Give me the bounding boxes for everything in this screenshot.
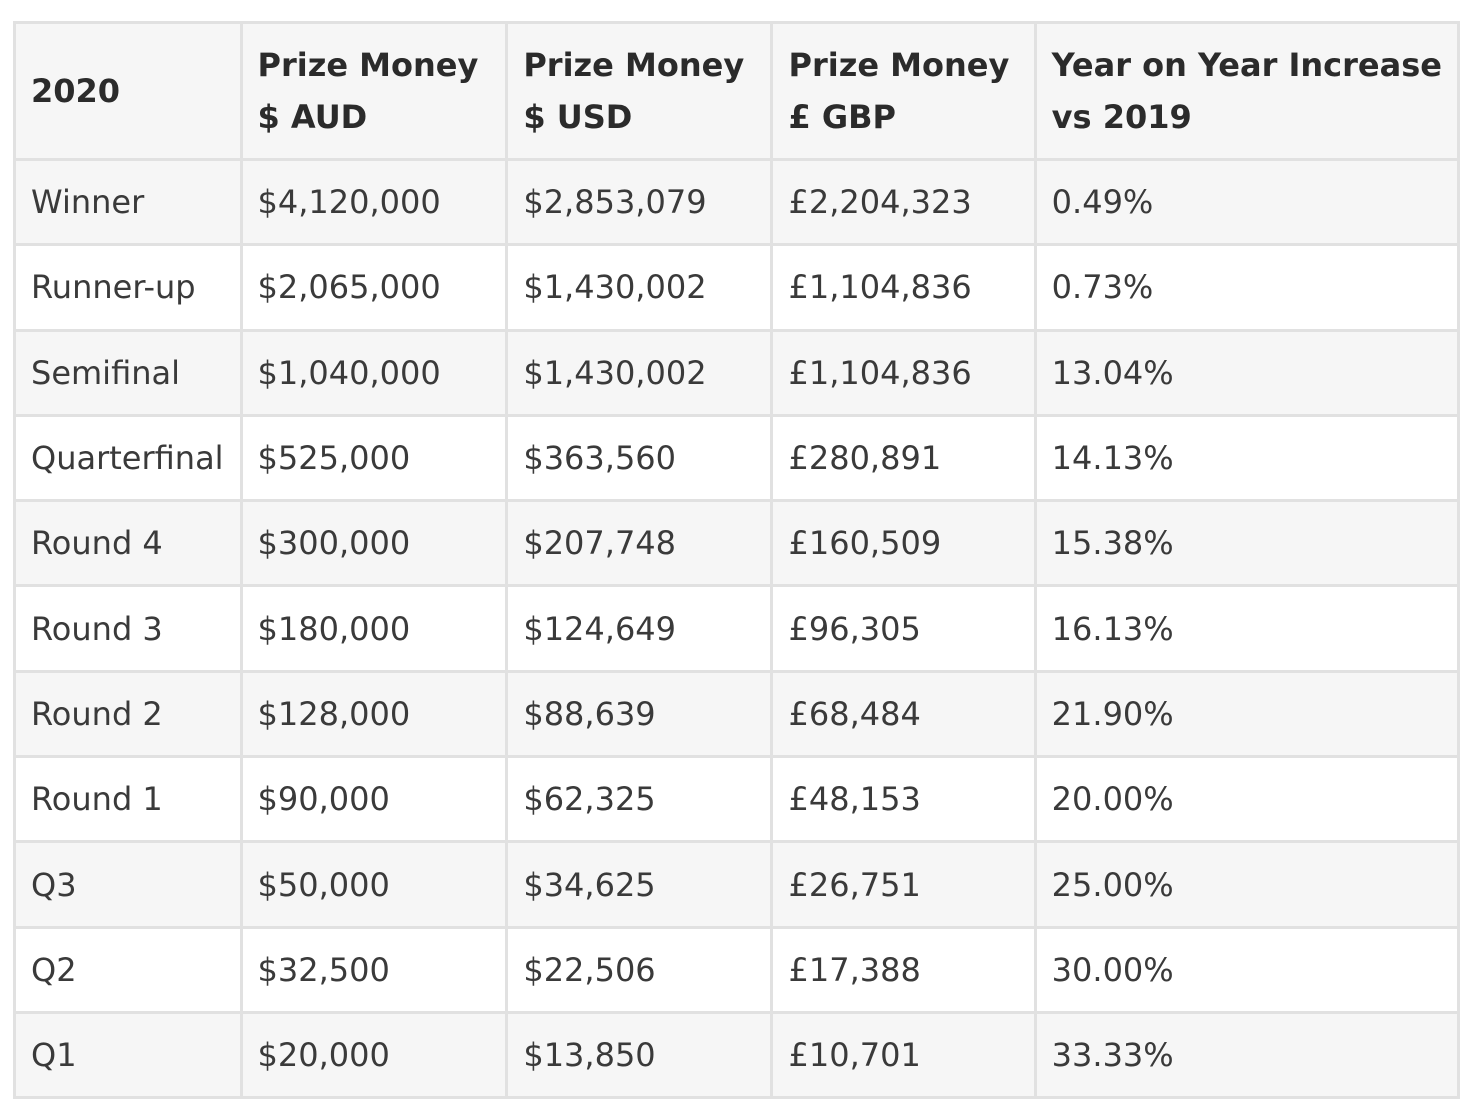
gbp-cell: £1,104,836 [772, 330, 1035, 415]
gbp-cell: £280,891 [772, 415, 1035, 500]
usd-cell: $207,748 [507, 501, 772, 586]
gbp-cell: £10,701 [772, 1012, 1035, 1097]
aud-cell: $20,000 [241, 1012, 507, 1097]
header-prize-usd [507, 23, 772, 160]
table-row [15, 671, 1459, 756]
round-cell: Q2 [15, 927, 242, 1012]
header-yoy-increase [1035, 23, 1458, 160]
table-header-row [15, 23, 1459, 160]
table-row [15, 1012, 1459, 1097]
round-cell: Quarterfinal [15, 415, 242, 500]
gbp-cell: £17,388 [772, 927, 1035, 1012]
usd-cell: $13,850 [507, 1012, 772, 1097]
gbp-cell: £68,484 [772, 671, 1035, 756]
aud-cell: $90,000 [241, 757, 507, 842]
aud-cell: $128,000 [241, 671, 507, 756]
aud-cell: $2,065,000 [241, 245, 507, 330]
increase-cell: 15.38% [1035, 501, 1458, 586]
header-prize-aud [241, 23, 507, 160]
usd-cell: $62,325 [507, 757, 772, 842]
usd-cell: $34,625 [507, 842, 772, 927]
usd-cell: $2,853,079 [507, 160, 772, 245]
increase-cell: 13.04% [1035, 330, 1458, 415]
increase-cell: 0.49% [1035, 160, 1458, 245]
table-row [15, 415, 1459, 500]
aud-cell: $300,000 [241, 501, 507, 586]
header-yoy-increase-line1: Year on Year Increase [1051, 46, 1442, 84]
table-row [15, 330, 1459, 415]
round-cell: Semifinal [15, 330, 242, 415]
aud-cell: $32,500 [241, 927, 507, 1012]
increase-cell: 21.90% [1035, 671, 1458, 756]
header-prize-aud-line1: Prize Money [257, 46, 479, 84]
table-row [15, 160, 1459, 245]
header-prize-gbp [772, 23, 1035, 160]
round-cell: Round 4 [15, 501, 242, 586]
aud-cell: $180,000 [241, 586, 507, 671]
header-year [15, 23, 242, 160]
header-prize-usd-line2: $ USD [523, 98, 633, 136]
aud-cell: $525,000 [241, 415, 507, 500]
round-cell: Q1 [15, 1012, 242, 1097]
table-row [15, 586, 1459, 671]
usd-cell: $22,506 [507, 927, 772, 1012]
gbp-cell: £160,509 [772, 501, 1035, 586]
round-cell: Runner-up [15, 245, 242, 330]
aud-cell: $1,040,000 [241, 330, 507, 415]
header-yoy-increase-line2: vs 2019 [1051, 98, 1192, 136]
gbp-cell: £1,104,836 [772, 245, 1035, 330]
round-cell: Q3 [15, 842, 242, 927]
gbp-cell: £26,751 [772, 842, 1035, 927]
increase-cell: 33.33% [1035, 1012, 1458, 1097]
round-cell: Round 1 [15, 757, 242, 842]
round-cell: Round 3 [15, 586, 242, 671]
usd-cell: $124,649 [507, 586, 772, 671]
increase-cell: 25.00% [1035, 842, 1458, 927]
table-row [15, 757, 1459, 842]
usd-cell: $363,560 [507, 415, 772, 500]
header-prize-gbp-line1: Prize Money [788, 46, 1010, 84]
aud-cell: $4,120,000 [241, 160, 507, 245]
usd-cell: $88,639 [507, 671, 772, 756]
table-row [15, 927, 1459, 1012]
gbp-cell: £2,204,323 [772, 160, 1035, 245]
header-year-label: 2020 [31, 72, 121, 110]
increase-cell: 20.00% [1035, 757, 1458, 842]
prize-money-table [13, 21, 1460, 1099]
usd-cell: $1,430,002 [507, 245, 772, 330]
header-prize-aud-line2: $ AUD [257, 98, 368, 136]
prize-money-table-container [13, 21, 1460, 1099]
increase-cell: 16.13% [1035, 586, 1458, 671]
round-cell: Round 2 [15, 671, 242, 756]
table-row [15, 245, 1459, 330]
increase-cell: 30.00% [1035, 927, 1458, 1012]
gbp-cell: £48,153 [772, 757, 1035, 842]
table-row [15, 842, 1459, 927]
table-row [15, 501, 1459, 586]
table-body [15, 160, 1459, 1098]
round-cell: Winner [15, 160, 242, 245]
usd-cell: $1,430,002 [507, 330, 772, 415]
increase-cell: 14.13% [1035, 415, 1458, 500]
aud-cell: $50,000 [241, 842, 507, 927]
header-prize-usd-line1: Prize Money [523, 46, 745, 84]
header-prize-gbp-line2: £ GBP [788, 98, 896, 136]
gbp-cell: £96,305 [772, 586, 1035, 671]
increase-cell: 0.73% [1035, 245, 1458, 330]
